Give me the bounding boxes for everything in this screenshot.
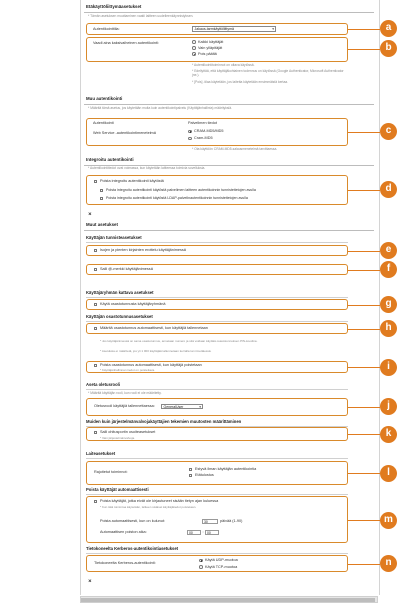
- kerberos-tcp-label: Käytä TCP-muotoa: [205, 564, 238, 569]
- section-note-integrated: * Autentikointitiedot ovat voimassa, kun käytetään laitteessa toimivia sovelluksia.: [88, 166, 206, 170]
- dept-as-group-label: Käytä osastotunnusta käyttäjäryhmänä: [100, 302, 166, 306]
- delete-dept-label: Poista osastotunnus automaattisesti, kun käyttäjä poistetaan: [100, 363, 202, 367]
- two-step-option-all: Kaikki käyttäjät: [198, 39, 224, 44]
- default-role-note: * Määritä käyttäjän rooli, kun rooli ei ole määritetty.: [88, 391, 162, 395]
- callout-d: d: [380, 181, 397, 198]
- section-title-device: Laiteasetukset: [86, 451, 116, 456]
- callout-l: l: [380, 465, 397, 482]
- restricted-label: Rajoitetut toiminnot:: [94, 469, 128, 474]
- section-title-user-deletion: Poista käyttäjät automaattisesti: [86, 487, 149, 492]
- kerberos-udp-radio[interactable]: [199, 559, 203, 563]
- two-step-option-off: Pois päältä: [198, 51, 217, 56]
- kerberos-tcp-radio[interactable]: [199, 565, 203, 569]
- two-step-note-2: * Edellyttää, että käyttäjäkohtainen todennus on käytössä (Google Authenticator, Microsoft Authenticator jne.).: [192, 69, 344, 78]
- section-title-signin: Etäkäyttöliittymäasetukset: [86, 4, 142, 9]
- callout-e: e: [380, 242, 397, 259]
- callout-i: i: [380, 359, 397, 376]
- cram-radio[interactable]: [188, 137, 192, 141]
- bypass-port-checkbox[interactable]: [94, 431, 97, 434]
- delete-inactive-label: Poista käyttäjät, jotka eivät ole kirjautuneet sisään tietyn ajan kuluessa: [100, 499, 219, 503]
- auto-dept-label: Määritä osastotunnus automaattisesti, kun käyttäjiä tallennetaan: [100, 326, 208, 330]
- section-title-default-role: Aseta oletusrooli: [86, 382, 120, 387]
- auth-note: * Ota käyttöön CRAM-MD5-salausmenetelmä tarvittaessa.: [192, 146, 278, 151]
- delete-dept-note: * Käyttäjänhallinnan tiedot on poistettava.: [100, 368, 156, 372]
- auth-mode-select[interactable]: Jakaus-tarmkäyttöliittymä ▾: [192, 26, 276, 32]
- auto-dept-note-1: * Jos käyttäjänimessä on sama osastotunnus, annetaan numero ja sitä voidaan käyttää osastotunnuksen PIN-koodina.: [100, 339, 258, 343]
- two-step-option-admins: Vain ylläpitäjät: [198, 45, 223, 50]
- callout-k: k: [380, 426, 397, 443]
- bottom-mark: ⨯: [88, 578, 92, 583]
- bypass-port-note: * Vain järjestelmänvalvoja.: [100, 436, 135, 440]
- delete-dept-checkbox[interactable]: [94, 364, 97, 367]
- section-title-other: Muut asetukset: [86, 222, 118, 227]
- callout-m: m: [380, 512, 397, 529]
- section-note-signin: * Tämän asetuksen muuttaminen vaatii laitteen uudelleenkäynnistyksen.: [88, 13, 194, 18]
- disable-integrated-sub2-label: Poista integroitu autentikointi käytöstä LDAP-palvelinautentikoinnin tunnistetietojen avulla: [106, 196, 248, 200]
- restricted-opt2-label: Etätulostus: [195, 473, 214, 477]
- callout-b: b: [380, 40, 397, 57]
- kerberos-udp-label: Käytä UDP-muotoa: [205, 558, 238, 562]
- default-role-select[interactable]: GeneralUser ▾: [161, 404, 203, 410]
- auth-header-label: Autentikointi: [93, 121, 114, 125]
- section-title-integrated: Integroitu autentikointi: [86, 157, 134, 162]
- callout-f: f: [380, 261, 397, 278]
- cram-md5-option: CRAM-MD5/MD5: [194, 129, 224, 133]
- section-note-device-auth: * Määritä tämä asetus, jos käytetään muita kuin autentikointipalvelu (Käyttäjänhallinta) määrityksiä.: [88, 106, 233, 110]
- horizontal-scrollbar[interactable]: [80, 596, 378, 603]
- disable-integrated-checkbox[interactable]: [94, 180, 97, 183]
- section-title-kerberos: Tietokoneelta Kerberos-autentikointiasetukset: [86, 546, 179, 551]
- delete-hour-input[interactable]: 00: [187, 530, 201, 535]
- restricted-opt2-checkbox[interactable]: [189, 474, 192, 477]
- section-title-dept-id: Käyttäjän osastotunnusasetukset: [86, 314, 153, 319]
- callout-h: h: [380, 320, 397, 337]
- section-title-device-auth: Muu autentikointi: [86, 96, 123, 101]
- delete-days-unit: päivää (1-90): [220, 519, 243, 523]
- auto-dept-checkbox[interactable]: [94, 327, 97, 330]
- two-step-label: Vaadi aina kaksivaiheinen autentikointi:: [93, 40, 159, 45]
- delete-inactive-checkbox[interactable]: [94, 500, 97, 503]
- section-divider-mark: ⨯: [88, 211, 92, 216]
- two-step-note-3: * [Pois] -tilaa käytetään, jos laitetta käytetään ensimmäistä kertaa.: [192, 80, 289, 84]
- delete-minute-input[interactable]: 00: [205, 530, 219, 535]
- callout-j: j: [380, 398, 397, 415]
- web-service-label: Web Service -autentikointimenetelmä: [93, 130, 156, 135]
- callout-n: n: [380, 555, 397, 572]
- delete-inactive-note: * Kun tätä toimintoa käytetään, laitteen sisäiset käyttäjätiedot poistetaan.: [100, 505, 197, 509]
- cram-md5-radio[interactable]: [188, 130, 192, 134]
- disable-integrated-label: Poista integroitu autentikointi käytöstä: [100, 179, 164, 183]
- delete-time-label: Automaattisen poiston aika:: [100, 530, 147, 534]
- two-step-radio-all[interactable]: [192, 40, 196, 44]
- scrollbar-thumb[interactable]: [81, 598, 375, 602]
- callout-c: c: [380, 123, 397, 140]
- delete-days-label: Poista automaattisesti, kun on kulunut:: [100, 519, 166, 523]
- allow-at-label: Salli @-merkki käyttäjänimessä: [100, 267, 153, 271]
- delete-time-separator: :: [202, 530, 204, 534]
- section-title-user-info: Käyttäjän tunnisteasetukset: [86, 235, 142, 240]
- case-sensitive-label: Isojen ja pienten kirjainten erottelu käyttäjänimessä: [100, 248, 186, 252]
- two-step-radio-off[interactable]: [192, 52, 196, 56]
- disable-integrated-sub2-checkbox[interactable]: [100, 197, 103, 200]
- cram-option: Cram-MD5: [194, 136, 213, 140]
- server-options-header: Palvelimen tiedot: [188, 121, 217, 125]
- delete-days-input[interactable]: 30: [202, 519, 218, 524]
- auth-mode-label: Autentikointitila:: [93, 26, 120, 31]
- callout-g: g: [380, 296, 397, 313]
- callout-a: a: [380, 20, 397, 37]
- case-sensitive-checkbox[interactable]: [94, 249, 97, 252]
- section-title-user-list: Käyttäjäryhmän kattava asetukset: [86, 290, 154, 295]
- dept-as-group-checkbox[interactable]: [94, 303, 97, 306]
- allow-at-checkbox[interactable]: [94, 268, 97, 271]
- two-step-note-1: * Autentikointitoiminnot on oltava käytössä.: [192, 62, 255, 67]
- section-title-admin: Muiden kuin järjestelmänvalvojakäyttäjien tekemien muutosten määrittäminen: [86, 419, 242, 424]
- disable-integrated-sub1-checkbox[interactable]: [100, 189, 103, 192]
- bypass-port-label: Salli ohitusportin osoiteasetukset: [100, 430, 156, 434]
- default-role-label: Oletusrooli käyttäjiä tallennettaessa:: [94, 404, 155, 408]
- disable-integrated-sub1-label: Poista integroitu autentikointi käytöstä palvelimen laitteen autentikoinnin tunnistetietojen avulla: [106, 188, 256, 192]
- restricted-opt1-checkbox[interactable]: [189, 468, 192, 471]
- kerberos-label: Tietokoneelta Kerberos-autentikointi:: [94, 561, 156, 565]
- auto-dept-note-2: * Asetuksia ei määritetä, jos yli 1 000 käyttäjää tallennetaan kerralla tai nimettäessä.: [100, 349, 212, 353]
- two-step-radio-admins[interactable]: [192, 46, 196, 50]
- restricted-opt1-label: Estyvä ilman käyttäjän autentikointia: [195, 467, 257, 471]
